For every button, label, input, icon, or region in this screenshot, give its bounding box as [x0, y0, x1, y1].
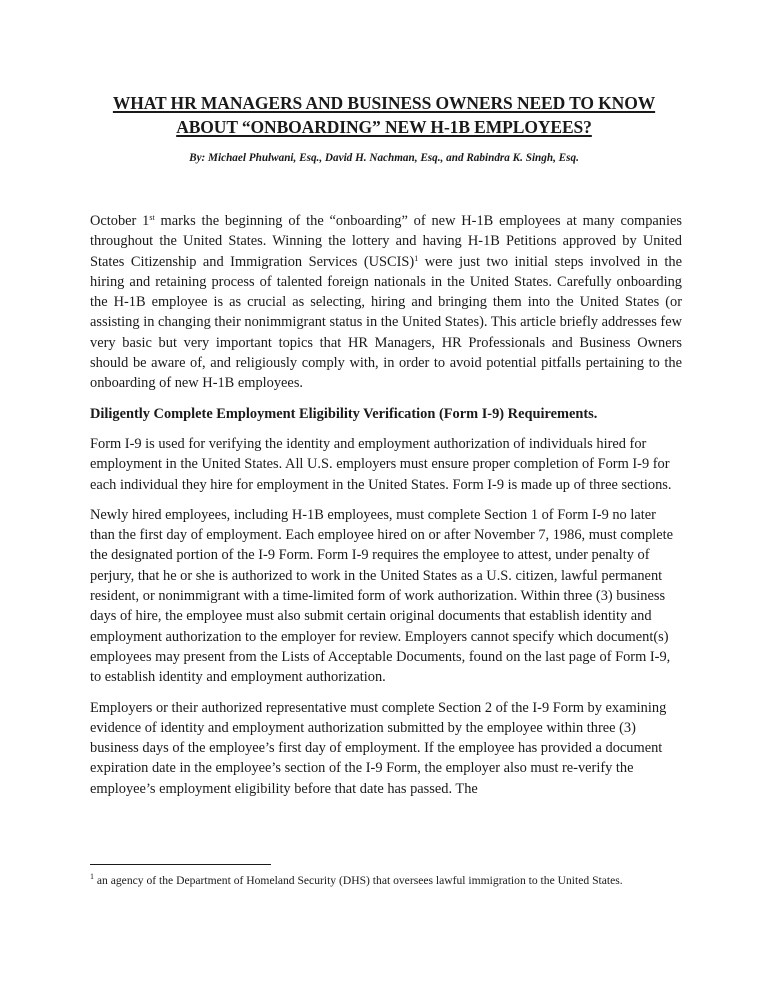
body-paragraph-1: Form I-9 is used for verifying the identity and employment authorization of individuals hired for employment in the United States. All U.S. employers must ensure proper completion of Form I-9 for each individual they hire for employment in the United States. Form I-9 is made up of three sections. — [90, 435, 672, 493]
footnote-text: an agency of the Department of Homeland Security (DHS) that oversees lawful immigration to the United States. — [94, 874, 623, 887]
footnote — [90, 872, 680, 889]
intro-text-part-2: marks the beginning of the “onboarding” of new H-1B employees at many companies throughout the United States. Winning the lottery and having H-1B Petitions approved by United States Citizenship and Immigration Services (USCIS) — [90, 213, 682, 270]
section-heading: Diligently Complete Employment Eligibility Verification (Form I-9) Requirements. — [90, 405, 598, 422]
footnote-divider — [90, 864, 271, 865]
title-line-1: WHAT HR MANAGERS AND BUSINESS OWNERS NEED TO KNOW — [112, 93, 656, 113]
ordinal-superscript: st — [149, 213, 155, 222]
document-title — [80, 91, 688, 139]
footnote-reference: 1 — [414, 253, 419, 263]
document-body — [90, 211, 682, 809]
body-paragraph-3: Employers or their authorized representative must complete Section 2 of the I-9 Form by examining evidence of identity and employment authorization submitted by the employee within three (3) business days of the employee’s first day of employment. If the employee has provided a document expiration date in the employee’s section of the I-9 Form, the employer also must re-verify the employee’s employment eligibility before that date has passed. The — [90, 699, 667, 797]
body-paragraph-2: Newly hired employees, including H-1B employees, must complete Section 1 of Form I-9 no later than the first day of employment. Each employee hired on or after November 7, 1986, must complete the designated portion of the I-9 Form. Form I-9 requires the employee to attest, under penalty of perjury, that he or she is authorized to work in the United States as a U.S. citizen, lawful permanent resident, or nonimmigrant with a time-limited form of work authorization. Within three (3) business days of hire, the employee must also submit certain original documents that establish identity and employment authorization to the employer for review. Employers cannot specify which document(s) employees may present from the Lists of Acceptable Documents, found on the last page of Form I-9, to establish identity and employment authorization. — [90, 506, 674, 686]
author-byline: By: Michael Phulwani, Esq., David H. Nachman, Esq., and Rabindra K. Singh, Esq. — [189, 152, 579, 164]
intro-text-part-3: were just two initial steps involved in the hiring and retaining process of talented foreign nationals in the United States. Carefully onboarding the H-1B employee is as crucial as selecting, hiring and bringing them into the United States (or assisting in changing their nonimmigrant status in the United States). This article briefly addresses few very basic but very important topics that HR Managers, HR Professionals and Business Owners should be aware of, and religiously comply with, in order to avoid potential pitfalls pertaining to the onboarding of new H-1B employees. — [90, 253, 682, 392]
intro-text-part-1: October 1 — [90, 213, 150, 229]
intro-paragraph — [90, 211, 682, 394]
title-line-2: ABOUT “ONBOARDING” NEW H-1B EMPLOYEES? — [176, 117, 592, 137]
footnote-marker: 1 — [90, 872, 94, 881]
